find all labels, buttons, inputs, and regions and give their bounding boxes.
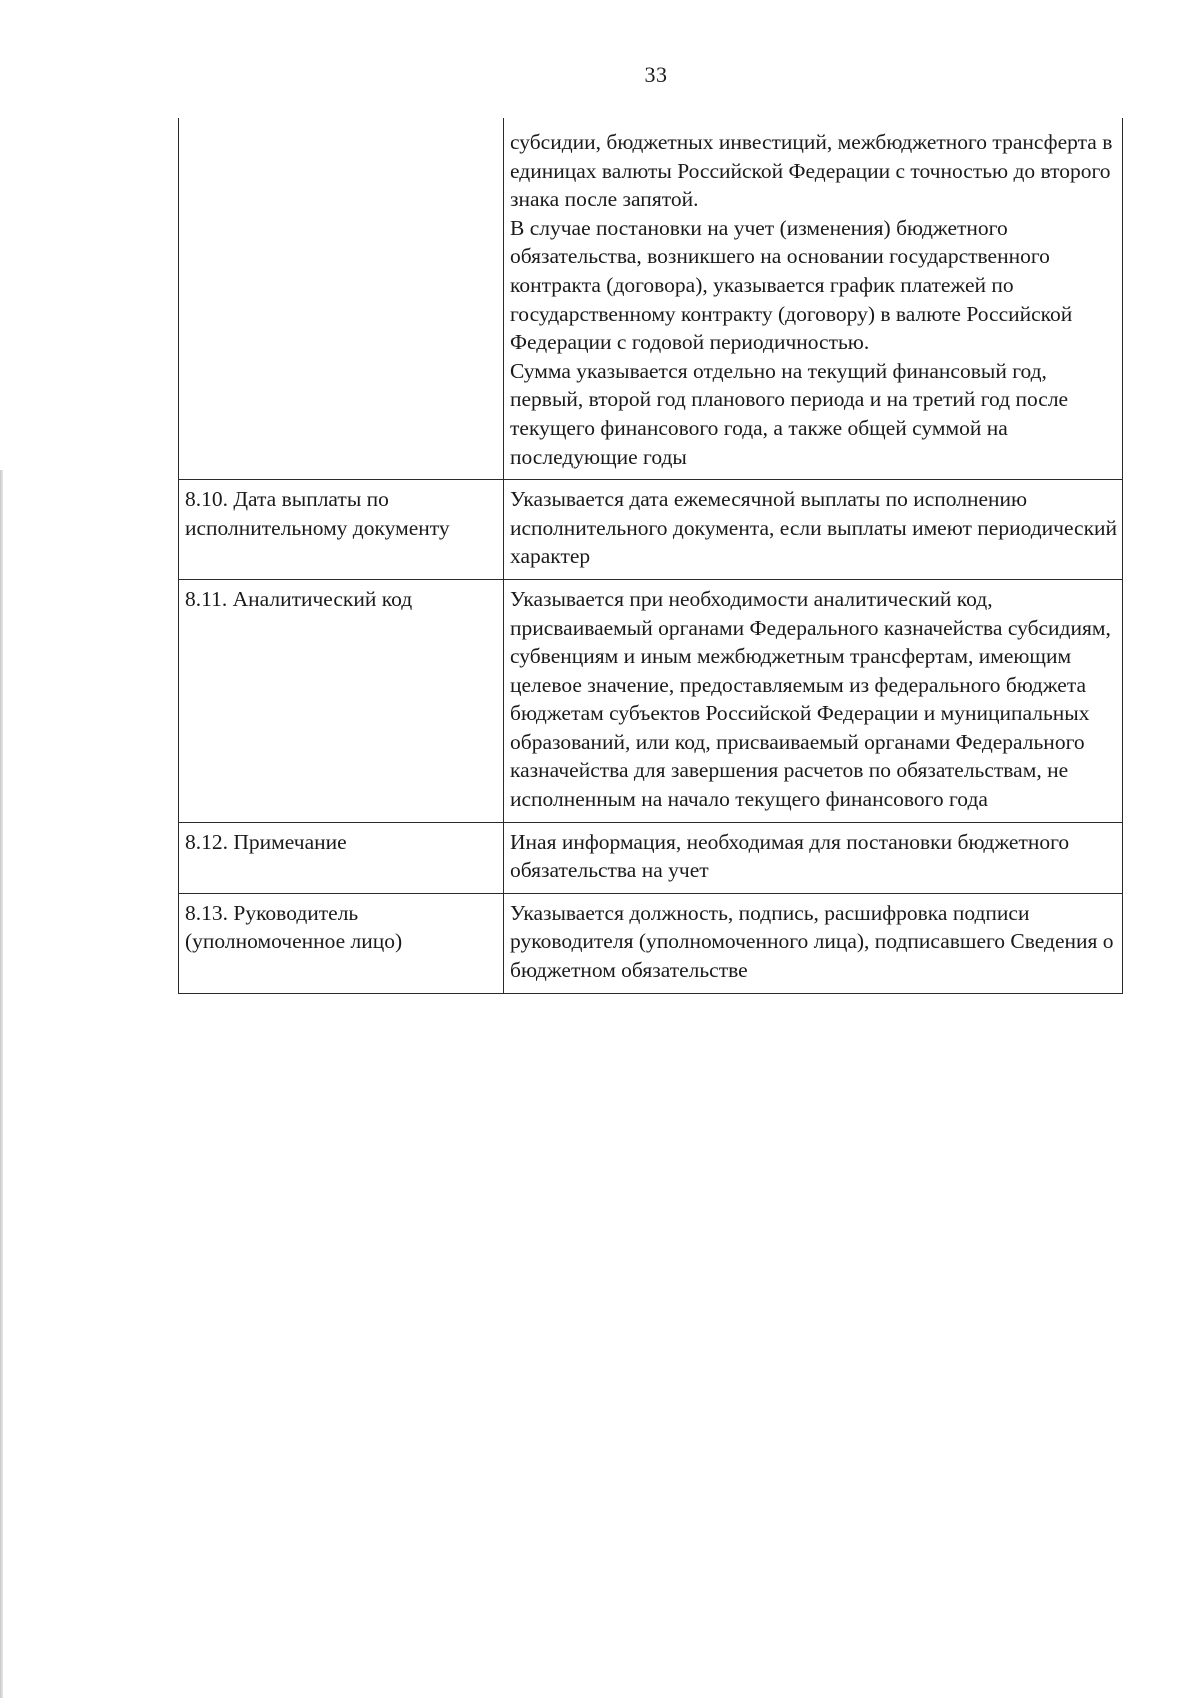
description-paragraph: Иная информация, необходимая для постановки бюджетного обязательства на учет (510, 829, 1070, 883)
table-row-continuation (179, 118, 1123, 480)
page-number: 33 (644, 62, 668, 87)
description-paragraph: Сумма указывается отдельно на текущий финансовый год, первый, второй год планового периода и на третий год после текущего финансового года, а также общей суммой на последующие годы (510, 358, 1069, 469)
description-paragraph: В случае постановки на учет (изменения) бюджетного обязательства, возникшего на основании государственного контракта (договора), указывается график платежей по государственному контракту (договору) в валюте Российской Федерации с годовой периодичностью. (510, 215, 1073, 355)
description-cell (504, 480, 1123, 580)
field-cell (179, 118, 504, 480)
instructions-table (178, 118, 1123, 994)
description-cell (504, 118, 1123, 480)
table-row-8-13 (179, 893, 1123, 993)
description-cell (504, 822, 1123, 893)
description-paragraph: субсидии, бюджетных инвестиций, межбюджетного трансферта в единицах валюты Российской Федерации с точностью до второго знака после запятой. (510, 130, 1113, 212)
field-cell: 8.11. Аналитический код (179, 579, 504, 822)
field-cell: 8.12. Примечание (179, 822, 504, 893)
table-row-8-11 (179, 579, 1123, 822)
description-cell (504, 579, 1123, 822)
field-cell: 8.10. Дата выплаты по исполнительному документу (179, 480, 504, 580)
table-row-8-10 (179, 480, 1123, 580)
description-paragraph: Указывается дата ежемесячной выплаты по исполнению исполнительного документа, если выплаты имеют периодический характер (510, 487, 1118, 569)
description-paragraph: Указывается должность, подпись, расшифровка подписи руководителя (уполномоченного лица), подписавшего Сведения о бюджетном обязательстве (510, 900, 1114, 983)
description-paragraph: Указывается при необходимости аналитический код, присваиваемый органами Федерального казначейства субсидиям, субвенциям и иным межбюджетным трансфертам, имеющим целевое значение, предоставляемым из федерального бюджета бюджетам субъектов Российской Федерации и муниципальных образований, или код, присваиваемый органами Федерального казначейства для завершения расчетов по обязательствам, не исполненным на начало текущего финансового года (510, 586, 1111, 812)
description-cell (504, 893, 1123, 993)
field-cell: 8.13. Руководитель (уполномоченное лицо) (179, 893, 504, 993)
scan-edge-shadow (0, 470, 3, 1698)
table-row-8-12 (179, 822, 1123, 893)
